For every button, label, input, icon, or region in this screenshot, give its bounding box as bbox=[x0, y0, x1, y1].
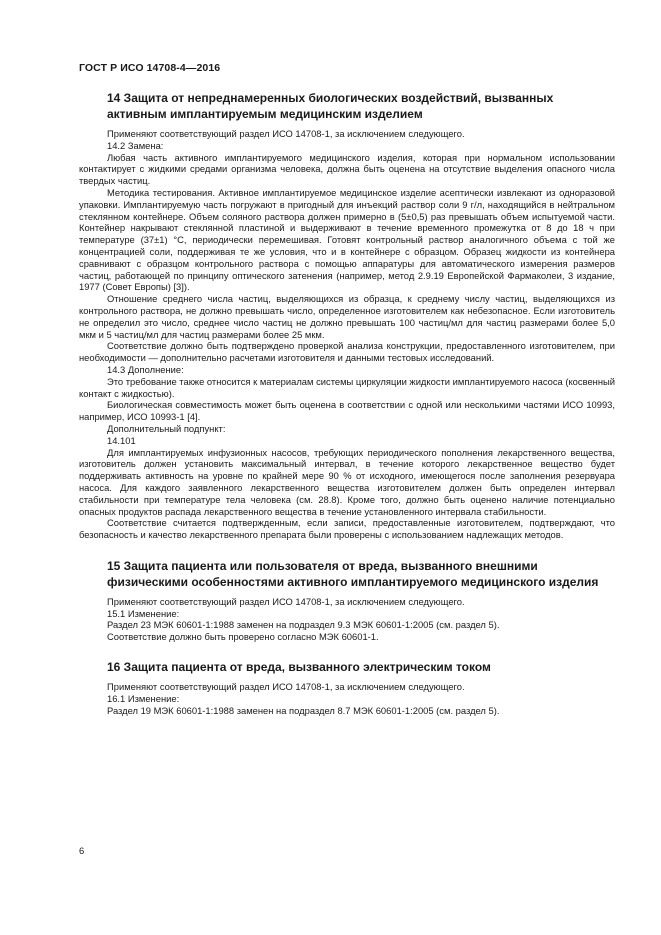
paragraph: Раздел 23 МЭК 60601-1:1988 заменен на подраздел 9.3 МЭК 60601-1:2005 (см. раздел 5). bbox=[107, 619, 500, 631]
paragraph: 14.101 bbox=[107, 434, 136, 446]
paragraph: 14.2 Замена: bbox=[107, 139, 164, 151]
paragraph: Дополнительный подпункт: bbox=[107, 422, 226, 434]
paragraph: 16.1 Изменение: bbox=[107, 692, 180, 704]
paragraph: Отношение среднего числа частиц, выделяющихся из образца, к среднему числу частиц, выделяющихся из контрольного раствора, не должно превышать число, определенное изготовителем как небезопасное. Если изготовитель не определил это число, среднее число частиц не должно превышать 100 частиц/мл для частиц размерами более 5,0 мкм и 5 частиц/мл для частиц размерами более 25 мкм. bbox=[79, 293, 615, 340]
paragraph: Биологическая совместимость может быть оценена в соответствии с одной или несколькими частями ИСО 10993, например, ИСО 10993-1 [4]. bbox=[79, 399, 615, 423]
paragraph: Применяют соответствующий раздел ИСО 14708-1, за исключением следующего. bbox=[107, 595, 465, 607]
paragraph: Это требование также относится к материалам системы циркуляции жидкости имплантируемого насоса (косвенный контакт с жидкостью). bbox=[79, 375, 615, 399]
paragraph: Для имплантируемых инфузионных насосов, требующих периодического пополнения лекарственного вещества, изготовитель должен установить максимальный интервал, в течение которого лекарственное вещество будет поддерживать активность на уровне по крайней мере 90 % от исходного, имеющегося после заполнения резервуара насоса. Для каждого заявленного лекарственного вещества изготовителем должен быть определен интервал стабильности при температуре тела человека (см. 28.8). Кроме того, должно быть оценено наличие потенциально опасных продуктов распада лекарственного вещества в течение установленного интервала стабильности. bbox=[79, 446, 615, 517]
paragraph: Раздел 19 МЭК 60601-1:1988 заменен на подраздел 8.7 МЭК 60601-1:2005 (см. раздел 5). bbox=[107, 704, 500, 716]
paragraph: Соответствие должно быть проверено согласно МЭК 60601-1. bbox=[107, 631, 379, 643]
paragraph: 15.1 Изменение: bbox=[107, 607, 180, 619]
section-15-title: 15 Защита пациента или пользователя от вреда, вызванного внешними физическими особенностями активного имплантируемого медицинского изделия bbox=[107, 558, 599, 589]
page-number: 6 bbox=[79, 845, 85, 856]
section-15 bbox=[79, 558, 615, 643]
section-14-title: 14 Защита от непреднамеренных биологических воздействий, вызванных активным имплантируемым медицинским изделием bbox=[107, 91, 554, 121]
paragraph: Методика тестирования. Активное имплантируемое медицинское изделие асептически извлекают из одноразовой упаковки. Имплантируемую часть погружают в пригодный для инъекций раствор соли 9 г/л, находящийся в нейтральном стеклянном контейнере. Объем соляного раствора должен примерно в (5±0,5) раз превышать объем испытуемой части. Контейнер накрывают стеклянной пластиной и выдерживают в течение временного промежутка от 8 до 18 ч при температуре (37±1) °С, периодически перемешивая. Готовят контрольный раствор аналогичного объема с той же концентрацией соли, поддерживая те же условия, что и в контейнере с образцом. Образец жидкости из контейнера сравнивают с образцом контрольного раствора с помощью аппаратуры для автоматического измерения размеров частиц, работающей по принципу оптического затенения (например, метод 2.9.19 Европейской Фармаколеи, 3 издание, 1977 (Совет Европы) [3]). bbox=[79, 186, 615, 293]
paragraph: Применяют соответствующий раздел ИСО 14708-1, за исключением следующего. bbox=[107, 128, 465, 139]
section-16 bbox=[79, 659, 615, 716]
paragraph: Любая часть активного имплантируемого медицинского изделия, которая при нормальном использовании контактирует с жидкими средами организма человека, должна быть оценена на отсутствие выделения опасного числа твердых частиц. bbox=[79, 151, 615, 187]
standard-header: ГОСТ Р ИСО 14708-4—2016 bbox=[79, 62, 221, 74]
paragraph: Соответствие должно быть подтверждено проверкой анализа конструкции, предоставленного изготовителем, при необходимости — дополнительно расчетами изготовителя и данными тестовых исследований. bbox=[79, 340, 615, 364]
section-14 bbox=[79, 90, 615, 541]
paragraph: Соответствие считается подтвержденным, если записи, предоставленные изготовителем, подтверждают, что безопасность и качество лекарственного препарата были проверены с использованием надлежащих методов. bbox=[79, 517, 615, 541]
paragraph: Применяют соответствующий раздел ИСО 14708-1, за исключением следующего. bbox=[107, 681, 465, 693]
paragraph: 14.3 Дополнение: bbox=[107, 363, 184, 375]
section-16-title: 16 Защита пациента от вреда, вызванного электрическим током bbox=[107, 660, 491, 675]
document-body bbox=[79, 90, 615, 716]
